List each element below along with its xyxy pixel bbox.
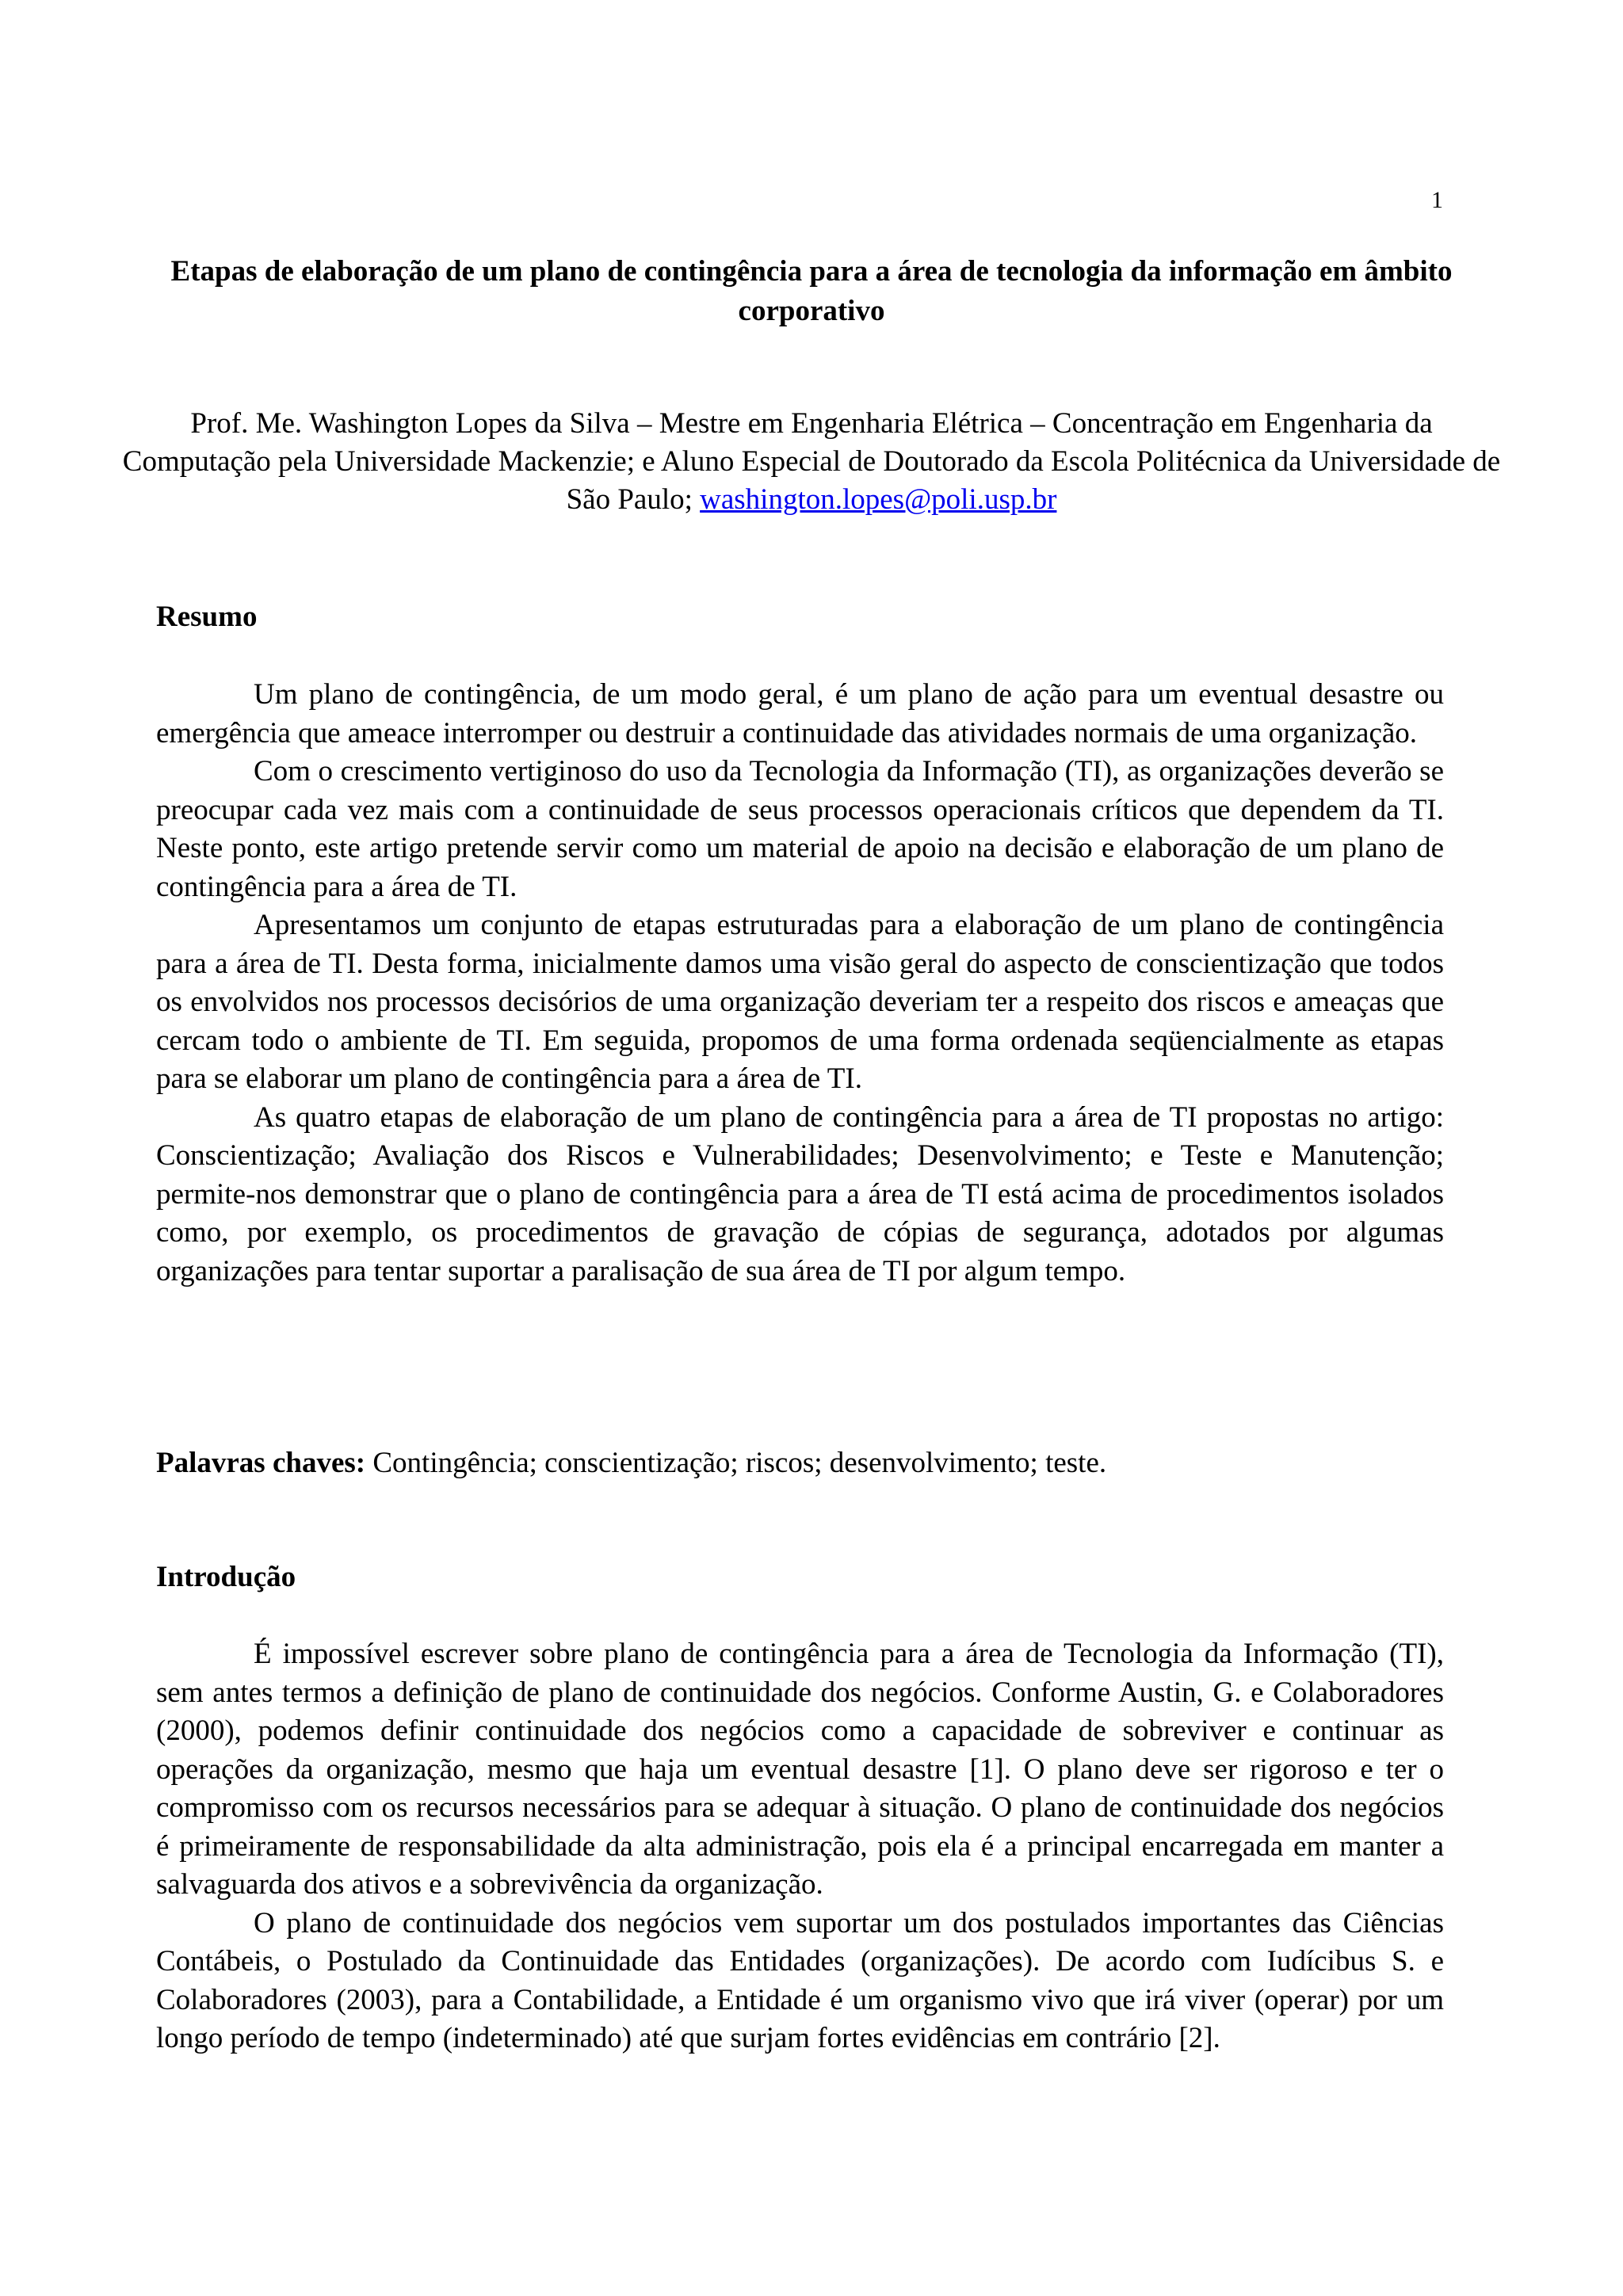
author-text: Prof. Me. Washington Lopes da Silva – Mestre em Engenharia Elétrica – Concentração em Engenharia da Computação pela Universidade Mackenzie; e Aluno Especial de Doutorado da Escola Politécnica da Universidade de São Paulo; [122, 407, 1501, 516]
introduction-body [156, 1635, 1444, 2058]
introduction-paragraph: O plano de continuidade dos negócios vem suportar um dos postulados importantes das Ciências Contábeis, o Postulado da Continuidade das Entidades (organizações). De acordo com Iudícibus S. e Colaboradores (2003), para a Contabilidade, a Entidade é um organismo vivo que irá viver (operar) por um longo período de tempo (indeterminado) até que surjam fortes evidências em contrário [2]. [156, 1906, 1444, 2054]
author-email-link[interactable]: washington.lopes@poli.usp.br [700, 483, 1057, 516]
abstract-paragraph: As quatro etapas de elaboração de um plano de contingência para a área de TI propostas no artigo: Conscientização; Avaliação dos Riscos e Vulnerabilidades; Desenvolvimento; e Teste e Manutenção; permite-nos demonstrar que o plano de contingência para a área de TI está acima de procedimentos isolados como, por exemplo, os procedimentos de gravação de cópias de segurança, adotados por algumas organizações para tentar suportar a paralisação de sua área de TI por algum tempo. [156, 1100, 1444, 1287]
page-number: 1 [1431, 187, 1443, 213]
abstract-body [156, 676, 1444, 1291]
abstract-paragraph: Com o crescimento vertiginoso do uso da Tecnologia da Informação (TI), as organizações deverão se preocupar cada vez mais com a continuidade de seus processos operacionais críticos que dependem da TI. Neste ponto, este artigo pretende servir como um material de apoio na decisão e elaboração de um plano de contingência para a área de TI. [156, 755, 1444, 903]
abstract-paragraph: Apresentamos um conjunto de etapas estruturadas para a elaboração de um plano de contingência para a área de TI. Desta forma, inicialmente damos uma visão geral do aspecto de conscientização que todos os envolvidos nos processos decisórios de uma organização deveriam ter a respeito dos riscos e ameaças que cercam todo o ambiente de TI. Em seguida, propomos de uma forma ordenada seqüencialmente as etapas para se elaborar um plano de contingência para a área de TI. [156, 909, 1444, 1095]
paper-title: Etapas de elaboração de um plano de contingência para a área de tecnologia da informação em âmbito corporativo [170, 255, 1453, 327]
introduction-paragraph: É impossível escrever sobre plano de contingência para a área de Tecnologia da Informação (TI), sem antes termos a definição de plano de continuidade dos negócios. Conforme Austin, G. e Colaboradores (2000), podemos definir continuidade dos negócios como a capacidade de sobreviver e continuar as operações da organização, mesmo que haja um eventual desastre [1]. O plano deve ser rigoroso e ter o compromisso com os recursos necessários para se adequar à situação. O plano de continuidade dos negócios é primeiramente de responsabilidade da alta administração, pois ela é a principal encarregada em manter a salvaguarda dos ativos e a sobrevivência da organização. [156, 1638, 1444, 1901]
abstract-heading: Resumo [156, 601, 258, 633]
keywords-label: Palavras chaves: [156, 1447, 366, 1479]
introduction-heading: Introdução [156, 1561, 296, 1593]
keywords-text: Contingência; conscientização; riscos; desenvolvimento; teste. [372, 1447, 1107, 1479]
abstract-paragraph: Um plano de contingência, de um modo geral, é um plano de ação para um eventual desastre ou emergência que ameace interromper ou destruir a continuidade das atividades normais de uma organização. [156, 678, 1444, 749]
keywords [156, 1444, 1444, 1482]
author-affiliation [119, 405, 1504, 519]
